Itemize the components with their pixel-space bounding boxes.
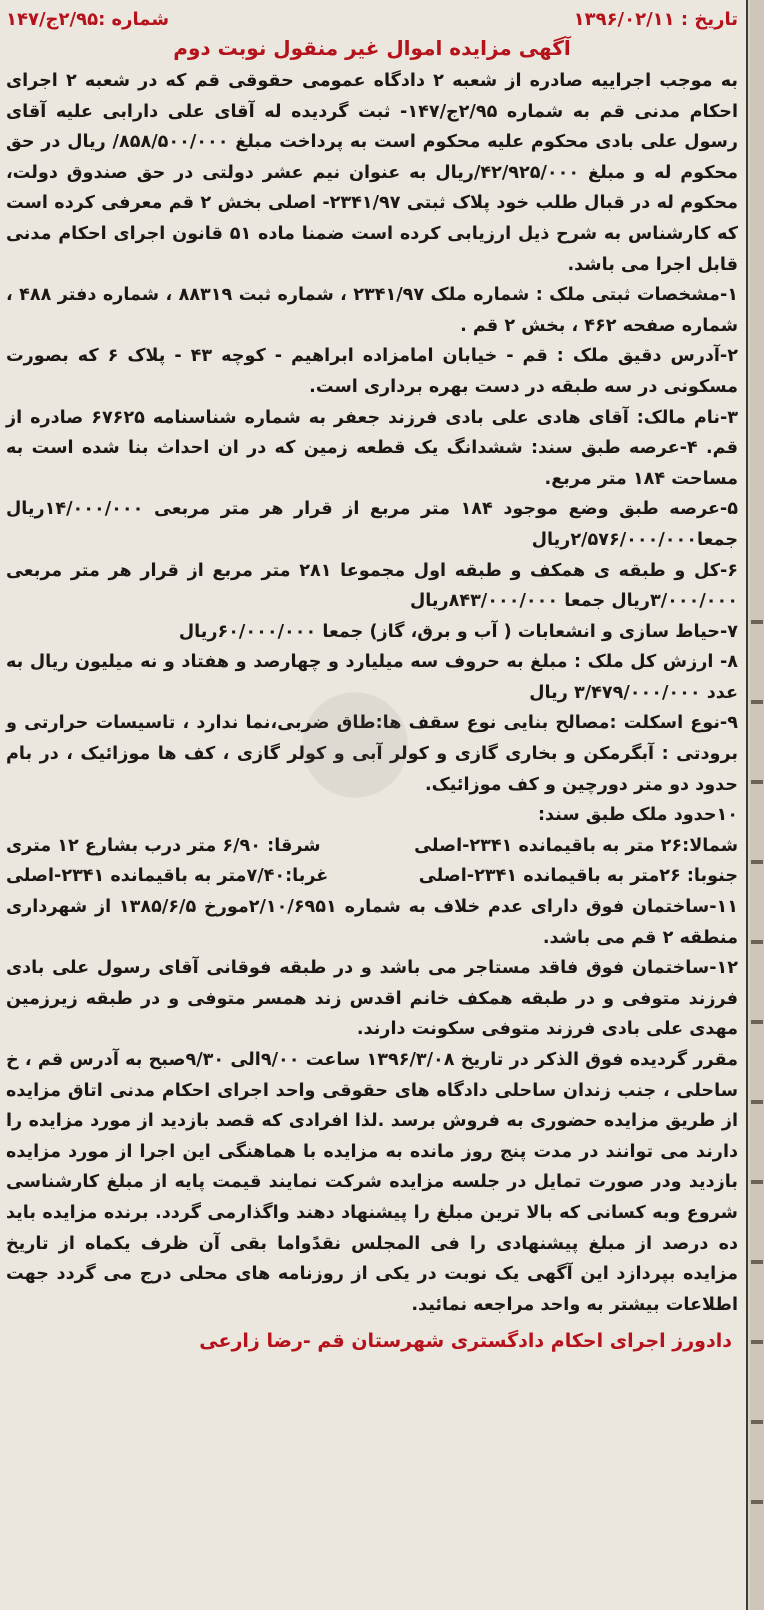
bound-north: شمالا:۲۶ متر به باقیمانده ۲۳۴۱-اصلی bbox=[414, 835, 738, 856]
adjacent-column-strip bbox=[750, 0, 764, 1610]
strip-fragment bbox=[751, 1340, 763, 1344]
bounds-row-2 bbox=[6, 861, 738, 892]
strip-fragment bbox=[751, 940, 763, 944]
strip-fragment bbox=[751, 700, 763, 704]
strip-fragment bbox=[751, 1500, 763, 1504]
item-10: ۱۰حدود ملک طبق سند: bbox=[537, 805, 738, 826]
item-5: ۵-عرصه طبق وضع موجود ۱۸۴ متر مربع از قرار هر متر مربعی ۱۴/۰۰۰/۰۰۰ریال جمعا۲/۵۷۶/۰۰۰/۰۰۰ریال bbox=[6, 499, 738, 550]
item-9: ۹-نوع اسکلت :مصالح بنایی نوع سقف ها:طاق ضربی،نما ندارد ، تاسیسات حرارتی و برودتی : آبگرمکن و بخاری گازی و کولر آبی و کولر گازی ، کف ها موزائیک ، در بام حدود دو متر دورچین و کف موزائیک. bbox=[6, 713, 738, 795]
item-8: ۸- ارزش کل ملک : مبلغ به حروف سه میلیارد و چهارصد و هفتاد و نه میلیون ریال به عدد ۳/۴۷۹/۰۰۰/۰۰۰ ریال bbox=[6, 652, 738, 703]
intro-paragraph: به موجب اجراییه صادره از شعبه ۲ دادگاه عمومی حقوقی قم که در شعبه ۲ اجرای احکام مدنی قم به شماره ۲/۹۵ج/۱۴۷- ثبت گردیده له آقای علی دارابی علیه آقای رسول علی بادی محکوم علیه محکوم است به پرداخت مبلغ ۸۵۸/۵۰۰/۰۰۰/ ریال در حق محکوم له و مبلغ ۴۲/۹۲۵/۰۰۰/ریال به عنوان نیم عشر دولتی در حق صندوق دولت، محکوم له در قبال طلب خود پلاک ثبتی ۲۳۴۱/۹۷- اصلی بخش ۲ قم معرفی کرده است که کارشناس به شرح ذیل ارزیابی کرده است ضمنا ماده ۵۱ قانون اجرای احکام مدنی قابل اجرا می باشد. bbox=[6, 71, 739, 275]
item-11: ۱۱-ساختمان فوق دارای عدم خلاف به شماره ۲/۱۰/۶۹۵۱مورخ ۱۳۸۵/۶/۵ از شهرداری منطقه ۲ قم می باشد. bbox=[6, 897, 738, 948]
item-2: ۲-آدرس دقیق ملک : قم - خیابان امامزاده ابراهیم - کوچه ۴۳ - پلاک ۶ که بصورت مسکونی در سه طبقه در دست بهره برداری است. bbox=[6, 346, 738, 397]
signature: دادورز اجرای احکام دادگستری شهرستان قم -رضا زارعی bbox=[199, 1330, 732, 1353]
notice-date: تاریخ : ۱۳۹۶/۰۲/۱۱ bbox=[573, 8, 738, 30]
item-12: ۱۲-ساختمان فوق فاقد مستاجر می باشد و در طبقه فوقانی آقای رسول علی بادی فرزند متوفی و در طبقه همکف خانم اقدس زند همسر متوفی و در طبقه زیرزمین مهدی علی بادی فرزند متوفی سکونت دارند. bbox=[6, 958, 738, 1040]
item-3-4: ۳-نام مالک: آقای هادی علی بادی فرزند جعفر به شماره شناسنامه ۶۷۶۲۵ صادره از قم. ۴-عرصه طبق سند: ششدانگ یک قطعه زمین که در ان احداث بنا شده است به مساحت ۱۸۴ متر مربع. bbox=[6, 407, 738, 489]
bounds-row-1 bbox=[6, 831, 738, 862]
strip-fragment bbox=[751, 1020, 763, 1024]
strip-fragment bbox=[751, 780, 763, 784]
bound-west: غربا:۷/۴۰متر به باقیمانده ۲۳۴۱-اصلی bbox=[6, 866, 329, 887]
closing-paragraph: مقرر گردیده فوق الذکر در تاریخ ۱۳۹۶/۳/۰۸ ساعت ۹/۰۰الی ۹/۳۰صبح به آدرس قم ، خ ساحلی ، جنب زندان ساحلی دادگاه های حقوقی واحد اجرای احکام مدنی اتاق مزایده از طریق مزایده حضوری به فروش برسد .لذا افرادی که قصد بازدید از مورد مزایده را دارند می توانند در مدت پنج روز مانده به مزایده با هماهنگی این اجرا از مورد مزایده بازدید ودر صورت تمایل در جلسه مزایده شرکت نمایند قیمت پایه از مبلغ کارشناسی شروع وبه کسانی که بالا ترین مبلغ را پیشنهاد دهند واگذارمی گردد. برنده مزایده باید ده درصد از مبلغ پیشنهادی را فی المجلس نقدًواما بقی آن ظرف یکماه از تاریخ مزایده بپردازد این آگهی یک نوبت در یکی از روزنامه های محلی درج می گردد جهت اطلاعات بیشتر به واحد مراجعه نمائید. bbox=[6, 1050, 739, 1315]
strip-fragment bbox=[751, 620, 763, 624]
bound-south: جنوبا: ۲۶متر به باقیمانده ۲۳۴۱-اصلی bbox=[418, 866, 738, 887]
strip-fragment bbox=[751, 860, 763, 864]
notice-body bbox=[6, 66, 738, 1320]
bound-east: شرقا: ۶/۹۰ متر درب بشارع ۱۲ متری bbox=[6, 835, 321, 856]
notice-title: آگهی مزایده اموال غیر منقول نوبت دوم bbox=[173, 36, 571, 60]
strip-fragment bbox=[751, 1100, 763, 1104]
item-1: ۱-مشخصات ثبتی ملک : شماره ملک ۲۳۴۱/۹۷ ، شماره ثبت ۸۸۳۱۹ ، شماره دفتر ۴۸۸ ، شماره صفحه ۴۶۲ ، بخش ۲ قم . bbox=[6, 285, 738, 336]
item-6: ۶-کل و طبقه ی همکف و طبقه اول مجموعا ۲۸۱ متر مربع از قرار هر متر مربعی ۳/۰۰۰/۰۰۰ریال جمعا ۸۴۳/۰۰۰/۰۰۰ریال bbox=[6, 560, 738, 612]
notice-number: شماره :۲/۹۵ج/۱۴۷ bbox=[6, 8, 170, 30]
notice-header bbox=[6, 4, 738, 34]
strip-fragment bbox=[751, 1260, 763, 1264]
item-7: ۷-حیاط سازی و انشعابات ( آب و برق، گاز) جمعا ۶۰/۰۰۰/۰۰۰ریال bbox=[178, 621, 738, 642]
strip-fragment bbox=[751, 1180, 763, 1184]
strip-fragment bbox=[751, 1420, 763, 1424]
